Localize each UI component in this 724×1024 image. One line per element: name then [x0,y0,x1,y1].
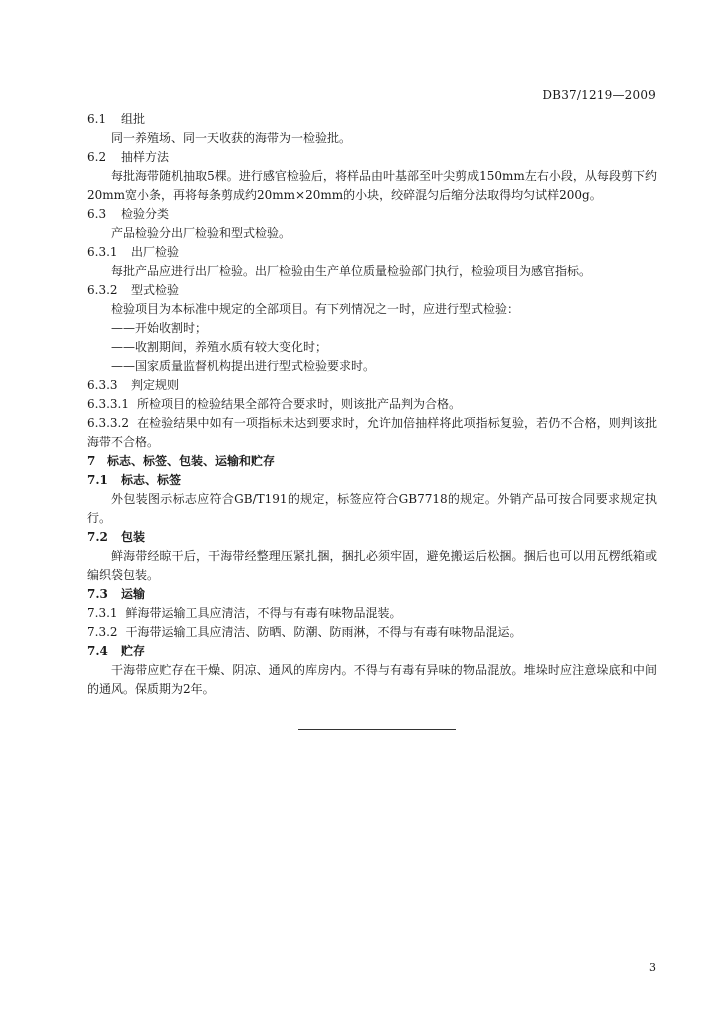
section-7-1-heading [87,471,657,490]
clause-text: 鲜海带运输工具应清洁，不得与有毒有味物品混装。 [125,606,402,620]
section-title: 判定规则 [131,378,180,392]
clause-6-3-3-2 [87,414,657,452]
clause-text: 所检项目的检验结果全部符合要求时，则该批产品判为合格。 [136,397,461,411]
section-6-3-heading [87,205,657,224]
section-7-2-text: 鲜海带经晾干后，干海带经整理压紧扎捆，捆扎必须牢固，避免搬运后松捆。捆后也可以用瓦楞纸箱或编织袋包装。 [87,549,657,582]
document-body [87,110,657,699]
section-6-2-heading [87,148,657,167]
clause-text: 干海带运输工具应清洁、防晒、防潮、防雨淋，不得与有毒有味物品混运。 [125,625,522,639]
clause-number: 6.3.3.2 [87,416,129,430]
section-title: 抽样方法 [121,150,170,164]
end-divider [298,729,456,730]
section-title: 型式检验 [131,283,180,297]
section-title: 标志、标签、包装、运输和贮存 [107,454,276,468]
section-6-3-1-text: 每批产品应进行出厂检验。出厂检验由生产单位质量检验部门执行，检验项目为感官指标。 [111,264,592,278]
clause-number: 7.3.2 [87,625,118,639]
section-title: 组批 [121,112,146,126]
section-6-1-text: 同一养殖场、同一天收获的海带为一检验批。 [111,131,352,145]
section-7-3-heading [87,585,657,604]
section-7-4-heading [87,642,657,661]
section-6-1-heading [87,110,657,129]
section-number: 6.1 [87,112,107,126]
section-7-2-heading [87,528,657,547]
section-number: 6.3 [87,207,107,221]
clause-number: 7.3.1 [87,606,118,620]
section-number: 7.1 [87,473,108,487]
section-title: 检验分类 [121,207,170,221]
list-item: ——国家质量监督机构提出进行型式检验要求时。 [111,359,376,373]
clause-text: 在检验结果中如有一项指标未达到要求时，允许加倍抽样将此项指标复验，若仍不合格，则判该批海带不合格。 [87,416,657,449]
section-7-heading [87,452,657,471]
section-number: 6.3.1 [87,245,118,259]
list-item: ——开始收割时； [111,321,208,335]
list-item: ——收割期间，养殖水质有较大变化时； [111,340,328,354]
section-6-3-2-heading [87,281,657,300]
section-6-3-2-text: 检验项目为本标准中规定的全部项目。有下列情况之一时，应进行型式检验： [111,302,520,316]
section-number: 7.2 [87,530,108,544]
section-number: 6.2 [87,150,107,164]
section-6-3-3-heading [87,376,657,395]
section-number: 7 [87,454,96,468]
section-6-2-text: 每批海带随机抽取5棵。进行感官检验后，将样品由叶基部至叶尖剪成150mm左右小段，从每段剪下约20mm宽小条，再将每条剪成约20mm×20mm的小块，绞碎混匀后缩分法取得均匀试样200g。 [87,169,657,202]
section-6-3-text: 产品检验分出厂检验和型式检验。 [111,226,292,240]
header-code: DB37/1219—2009 [542,88,656,102]
section-title: 出厂检验 [131,245,180,259]
section-number: 7.3 [87,587,108,601]
section-title: 标志、标签 [121,473,182,487]
section-number: 6.3.3 [87,378,118,392]
section-6-3-1-heading [87,243,657,262]
section-title: 贮存 [121,644,146,658]
clause-7-3-2 [87,623,657,642]
page-number: 3 [649,961,656,974]
clause-7-3-1 [87,604,657,623]
section-title: 运输 [121,587,146,601]
clause-6-3-3-1 [87,395,657,414]
section-number: 7.4 [87,644,108,658]
section-7-1-text: 外包装图示标志应符合GB/T191的规定，标签应符合GB7718的规定。外销产品可按合同要求规定执行。 [87,492,657,525]
section-title: 包装 [121,530,146,544]
section-number: 6.3.2 [87,283,118,297]
section-7-4-text: 干海带应贮存在干燥、阴凉、通风的库房内。不得与有毒有异味的物品混放。堆垛时应注意垛底和中间的通风。保质期为2年。 [87,663,657,696]
clause-number: 6.3.3.1 [87,397,129,411]
